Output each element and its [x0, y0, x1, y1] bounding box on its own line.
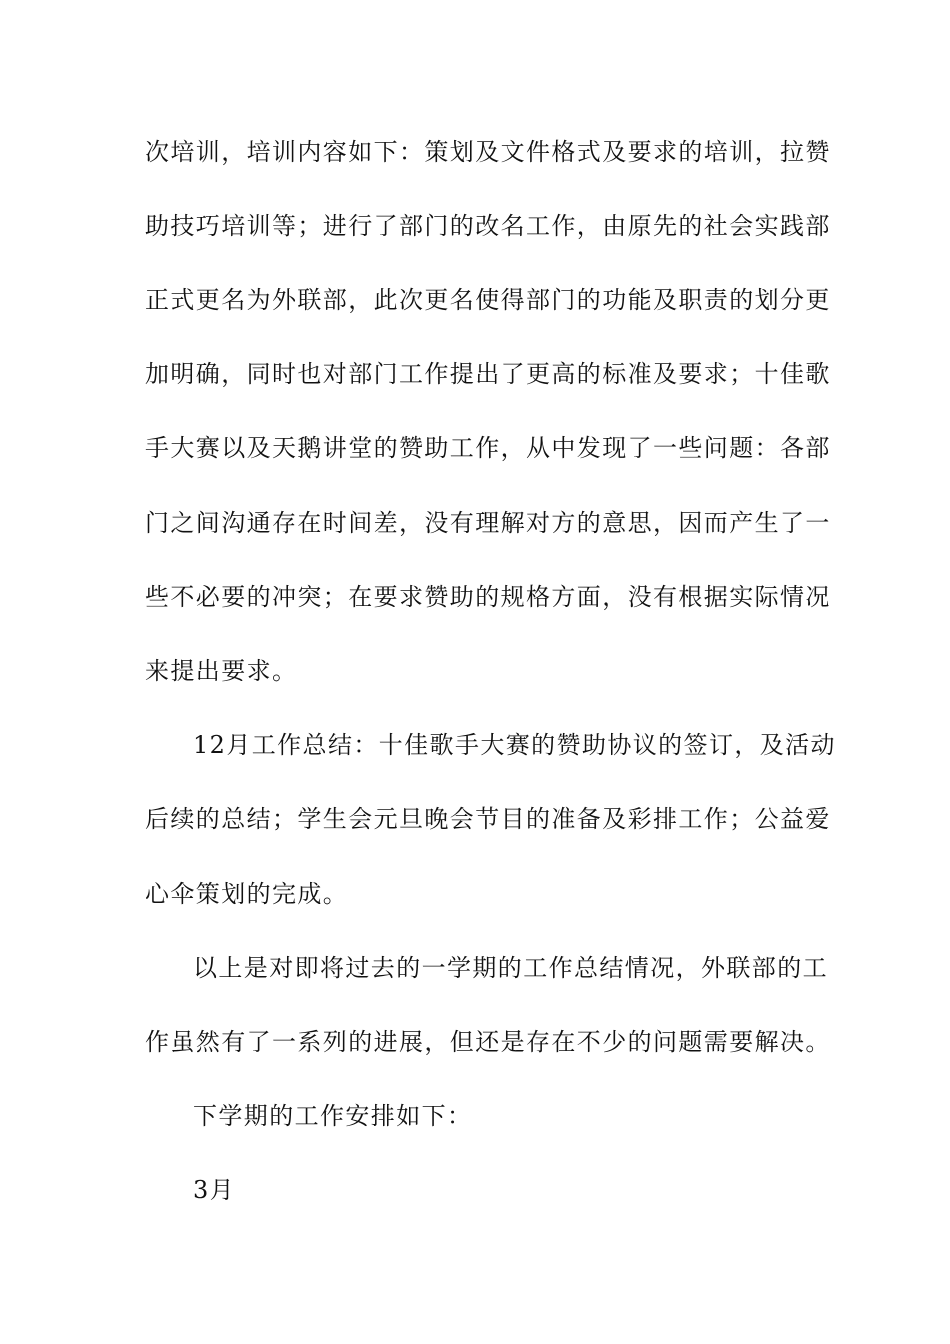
paragraph-start-line: 12月工作总结：十佳歌手大赛的赞助协议的签订，及活动 — [193, 731, 836, 759]
text-line: 手大赛以及天鹅讲堂的赞助工作，从中发现了一些问题：各部 — [145, 434, 831, 462]
text-line: 次培训，培训内容如下：策划及文件格式及要求的培训，拉赞 — [145, 138, 831, 166]
paragraph-start-line: 下学期的工作安排如下： — [193, 1102, 473, 1130]
text-line: 助技巧培训等；进行了部门的改名工作，由原先的社会实践部 — [145, 212, 831, 240]
paragraph-start-line: 以上是对即将过去的一学期的工作总结情况，外联部的工 — [193, 954, 828, 982]
text-line: 门之间沟通存在时间差，没有理解对方的意思，因而产生了一 — [145, 509, 831, 537]
text-line: 作虽然有了一系列的进展，但还是存在不少的问题需要解决。 — [145, 1028, 831, 1056]
month-heading: 3月 — [193, 1176, 236, 1204]
text-line: 后续的总结；学生会元旦晚会节目的准备及彩排工作；公益爱 — [145, 805, 831, 833]
text-line: 正式更名为外联部，此次更名使得部门的功能及职责的划分更 — [145, 286, 831, 314]
text-line: 心伞策划的完成。 — [145, 880, 349, 908]
text-line: 些不必要的冲突；在要求赞助的规格方面，没有根据实际情况 — [145, 583, 831, 611]
text-line: 加明确，同时也对部门工作提出了更高的标准及要求；十佳歌 — [145, 360, 831, 388]
text-line: 来提出要求。 — [145, 657, 298, 685]
